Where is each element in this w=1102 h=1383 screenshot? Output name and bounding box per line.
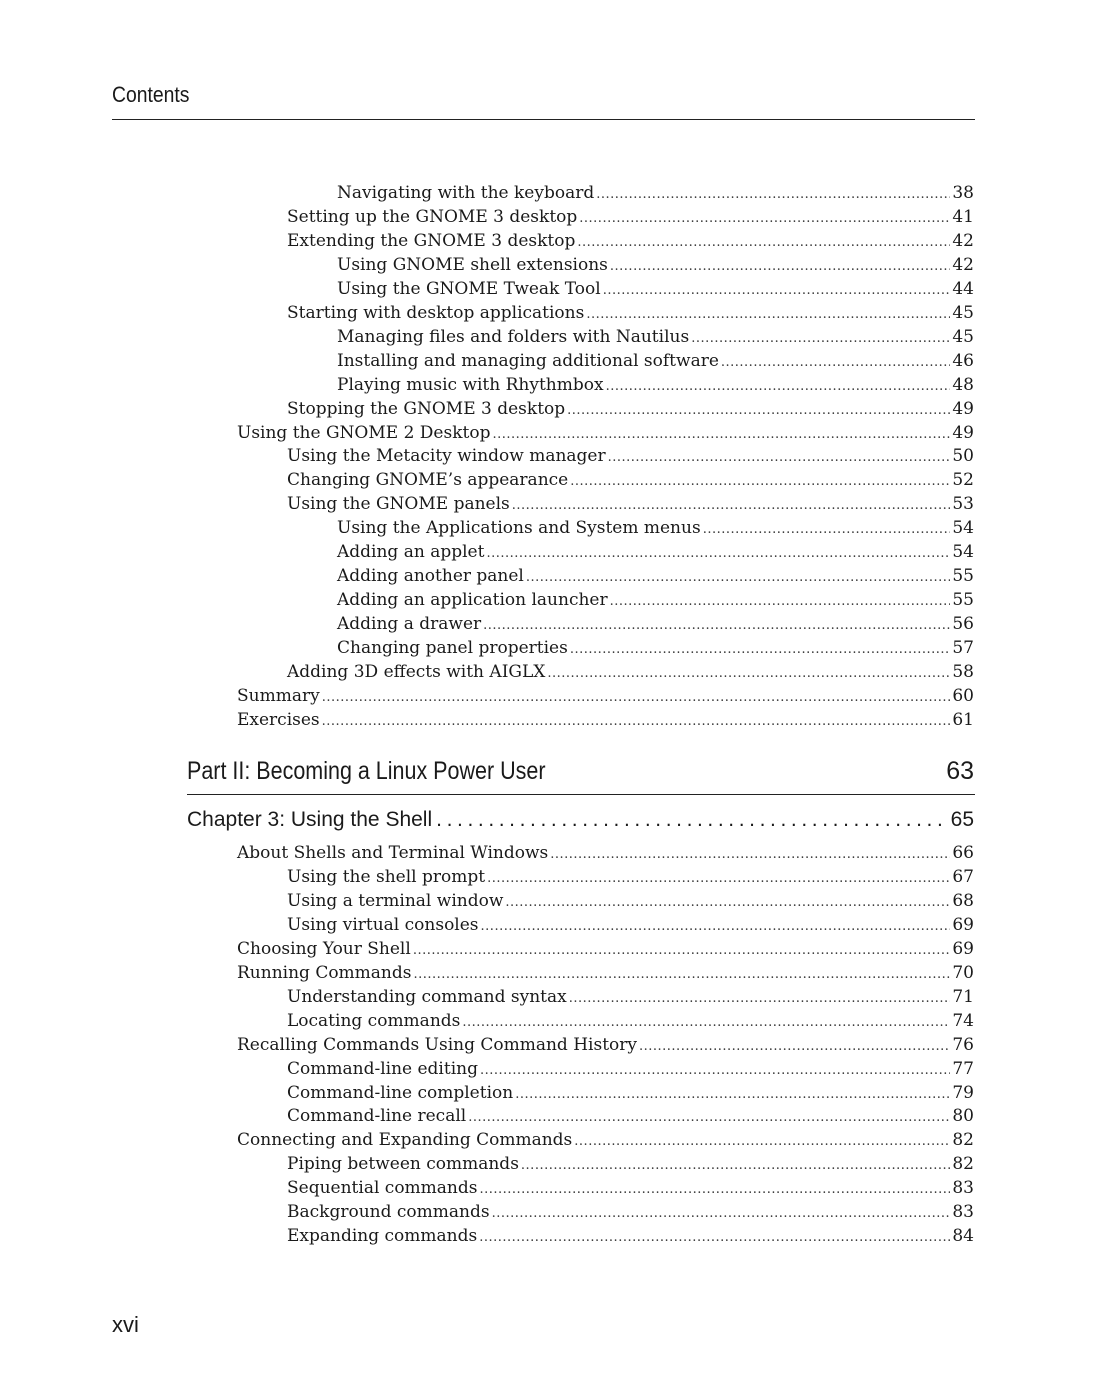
leader-dots (547, 662, 950, 686)
toc-entry-page-number: 69 (952, 938, 974, 959)
toc-entry-page-number: 48 (952, 374, 974, 395)
toc-entry (287, 913, 974, 937)
toc-entry (287, 865, 974, 889)
toc-entry (287, 1009, 974, 1033)
toc-entry (287, 205, 974, 229)
toc-entry-page-number: 56 (952, 614, 974, 635)
chapter-page-number: 65 (950, 808, 974, 831)
leader-dots (468, 1106, 950, 1130)
toc-entry-page-number: 70 (952, 962, 974, 983)
chapter-leader-dots (436, 808, 947, 832)
toc-entry (337, 540, 974, 564)
toc-entry-page-number: 58 (952, 662, 974, 682)
toc-entry (287, 397, 974, 421)
toc-entry-title: Using the Applications and System menus (337, 518, 701, 539)
toc-entry (237, 421, 974, 445)
chapter-heading (187, 808, 974, 836)
toc-entry-title: Playing music with Rhythmbox (337, 374, 604, 395)
toc-entry-page-number: 46 (952, 350, 974, 371)
leader-dots (570, 470, 950, 494)
toc-entry-page-number: 49 (952, 422, 974, 443)
toc-entry-title: Sequential commands (287, 1178, 478, 1199)
toc-entry (237, 1033, 974, 1057)
toc-entry (287, 1104, 974, 1128)
leader-dots (492, 1202, 951, 1226)
leader-dots (703, 518, 951, 542)
toc-entry-title: Stopping the GNOME 3 desktop (287, 398, 566, 419)
toc-entry-page-number: 67 (952, 866, 974, 887)
toc-entry (337, 181, 974, 205)
toc-entry (287, 468, 974, 492)
leader-dots (569, 987, 951, 1011)
toc-entry (287, 660, 974, 684)
running-head: Contents (112, 82, 190, 107)
toc-entry-page-number: 68 (952, 890, 974, 911)
toc-entry-title: Command-line recall (287, 1106, 467, 1127)
toc-entry-title: Expanding commands (287, 1226, 478, 1247)
toc-entry-title: Summary (237, 685, 320, 706)
toc-entry-page-number: 38 (952, 183, 974, 203)
toc-entry-page-number: 74 (952, 1010, 974, 1031)
leader-dots (479, 1178, 950, 1202)
toc-entry (237, 841, 974, 865)
leader-dots (579, 207, 950, 231)
toc-entry-title: Background commands (287, 1202, 490, 1223)
toc-entry-page-number: 60 (952, 685, 974, 706)
toc-entry-title: Exercises (237, 709, 320, 730)
leader-dots (550, 843, 950, 867)
toc-entry (237, 684, 974, 708)
toc-entry (337, 325, 974, 349)
toc-entry (287, 301, 974, 325)
leader-dots (414, 963, 951, 987)
toc-entry (287, 1057, 974, 1081)
toc-entry (337, 636, 974, 660)
toc-entry-page-number: 52 (952, 470, 974, 491)
toc-entry-title: Command-line completion (287, 1082, 514, 1103)
leader-dots (505, 891, 950, 915)
leader-dots (610, 255, 950, 279)
leader-dots (413, 939, 951, 963)
toc-entry (287, 1224, 974, 1248)
toc-entry-title: Extending the GNOME 3 desktop (287, 230, 576, 251)
toc-entry (337, 588, 974, 612)
leader-dots (483, 614, 950, 638)
leader-dots (570, 638, 951, 662)
toc-entry-page-number: 45 (952, 302, 974, 323)
leader-dots (577, 231, 950, 255)
toc-entry (337, 612, 974, 636)
toc-entry-title: Locating commands (287, 1010, 461, 1031)
toc-entry-page-number: 55 (952, 566, 974, 587)
toc-entry (337, 253, 974, 277)
leader-dots (462, 1011, 950, 1035)
leader-dots (596, 183, 950, 207)
toc-entry (287, 492, 974, 516)
toc-entry-page-number: 42 (952, 254, 974, 275)
toc-entry-page-number: 44 (952, 278, 974, 299)
toc-entry (337, 373, 974, 397)
toc-entry-title: Using a terminal window (287, 890, 504, 911)
toc-entry-title: Recalling Commands Using Command History (237, 1034, 637, 1055)
toc-entry-title: Using GNOME shell extensions (337, 254, 608, 275)
toc-entry (237, 708, 974, 732)
part-title: Part II: Becoming a Linux Power User (187, 757, 546, 785)
toc-entry-page-number: 61 (952, 709, 974, 730)
toc-entry-page-number: 42 (952, 230, 974, 251)
page-folio: xvi (112, 1312, 139, 1337)
leader-dots (610, 590, 951, 614)
toc-entry (337, 516, 974, 540)
toc-entry-title: Choosing Your Shell (237, 938, 411, 959)
toc-entry-title: About Shells and Terminal Windows (237, 843, 549, 863)
toc-entry (337, 564, 974, 588)
toc-entry-title: Adding an applet (337, 542, 485, 563)
toc-entry-page-number: 83 (952, 1202, 974, 1223)
toc-entry-title: Adding an application launcher (337, 590, 608, 611)
toc-entry-title: Using virtual consoles (287, 914, 479, 935)
leader-dots (322, 710, 951, 734)
leader-dots (721, 351, 950, 375)
leader-dots (691, 327, 950, 351)
part-rule (187, 794, 975, 795)
leader-dots (512, 494, 951, 518)
toc-entry (287, 1152, 974, 1176)
toc-entry-page-number: 82 (952, 1130, 974, 1151)
toc-entry-page-number: 54 (952, 542, 974, 563)
toc-entry-page-number: 41 (952, 206, 974, 227)
toc-entry-page-number: 69 (952, 914, 974, 935)
toc-entry-title: Using the GNOME panels (287, 494, 510, 515)
toc-entry-page-number: 83 (952, 1178, 974, 1199)
toc-entry-page-number: 84 (952, 1226, 974, 1247)
toc-entry (287, 444, 974, 468)
toc-entry-title: Understanding command syntax (287, 986, 567, 1007)
toc-entry-page-number: 66 (952, 843, 974, 863)
toc-entry-page-number: 49 (952, 398, 974, 419)
leader-dots (322, 686, 951, 710)
toc-entry-page-number: 80 (952, 1106, 974, 1127)
toc-entry (287, 229, 974, 253)
leader-dots (526, 566, 950, 590)
header-rule (112, 119, 975, 120)
toc-entry-title: Installing and managing additional software (337, 350, 719, 371)
leader-dots (521, 1154, 950, 1178)
toc-entry-page-number: 71 (952, 986, 974, 1007)
toc-entry-title: Running Commands (237, 962, 412, 983)
leader-dots (486, 542, 950, 566)
toc-entry (237, 961, 974, 985)
toc-entry-title: Changing panel properties (337, 638, 568, 659)
toc-entry-title: Adding 3D effects with AIGLX (287, 662, 546, 682)
leader-dots (603, 279, 951, 303)
part-page-number: 63 (946, 757, 974, 785)
toc-entry-title: Managing files and folders with Nautilus (337, 326, 690, 347)
chapter-title: Chapter 3: Using the Shell (187, 808, 433, 831)
leader-dots (639, 1035, 950, 1059)
toc-entry-title: Using the GNOME 2 Desktop (237, 422, 491, 443)
toc-entry-page-number: 57 (952, 638, 974, 659)
leader-dots (479, 1226, 950, 1250)
toc-entry-page-number: 53 (952, 494, 974, 515)
leader-dots (574, 1130, 950, 1154)
toc-entry-title: Navigating with the keyboard (337, 183, 595, 203)
leader-dots (492, 423, 950, 447)
toc-entry (287, 889, 974, 913)
toc-entry-page-number: 82 (952, 1154, 974, 1175)
toc-entry-title: Starting with desktop applications (287, 302, 585, 323)
toc-entry-page-number: 50 (952, 446, 974, 467)
toc-entry-title: Setting up the GNOME 3 desktop (287, 206, 578, 227)
leader-dots (606, 375, 951, 399)
toc-entry-title: Adding another panel (337, 566, 524, 587)
toc-entry-page-number: 77 (952, 1058, 974, 1079)
leader-dots (567, 399, 950, 423)
leader-dots (586, 303, 950, 327)
toc-entry (337, 277, 974, 301)
toc-entry (287, 1176, 974, 1200)
toc-entry-title: Using the Metacity window manager (287, 446, 606, 467)
leader-dots (481, 915, 951, 939)
toc-entry-page-number: 76 (952, 1034, 974, 1055)
toc-entry-page-number: 79 (952, 1082, 974, 1103)
toc-entry-page-number: 45 (952, 326, 974, 347)
toc-entry-title: Adding a drawer (337, 614, 482, 635)
toc-entry-title: Using the GNOME Tweak Tool (337, 278, 601, 299)
toc-entry (287, 1200, 974, 1224)
part-heading (187, 757, 974, 787)
toc-entry-title: Changing GNOME’s appearance (287, 470, 569, 491)
toc-entry-page-number: 55 (952, 590, 974, 611)
toc-entry (287, 1081, 974, 1105)
toc-entry-title: Using the shell prompt (287, 866, 486, 887)
leader-dots (608, 446, 951, 470)
leader-dots (515, 1083, 950, 1107)
toc-entry-title: Connecting and Expanding Commands (237, 1130, 573, 1151)
toc-entry-title: Piping between commands (287, 1154, 519, 1175)
toc-entry (237, 937, 974, 961)
toc-entry (237, 1128, 974, 1152)
toc-entry (337, 349, 974, 373)
toc-entry (287, 985, 974, 1009)
leader-dots (480, 1059, 950, 1083)
leader-dots (487, 867, 950, 891)
toc-entry-page-number: 54 (952, 518, 974, 539)
toc-entry-title: Command-line editing (287, 1058, 478, 1079)
